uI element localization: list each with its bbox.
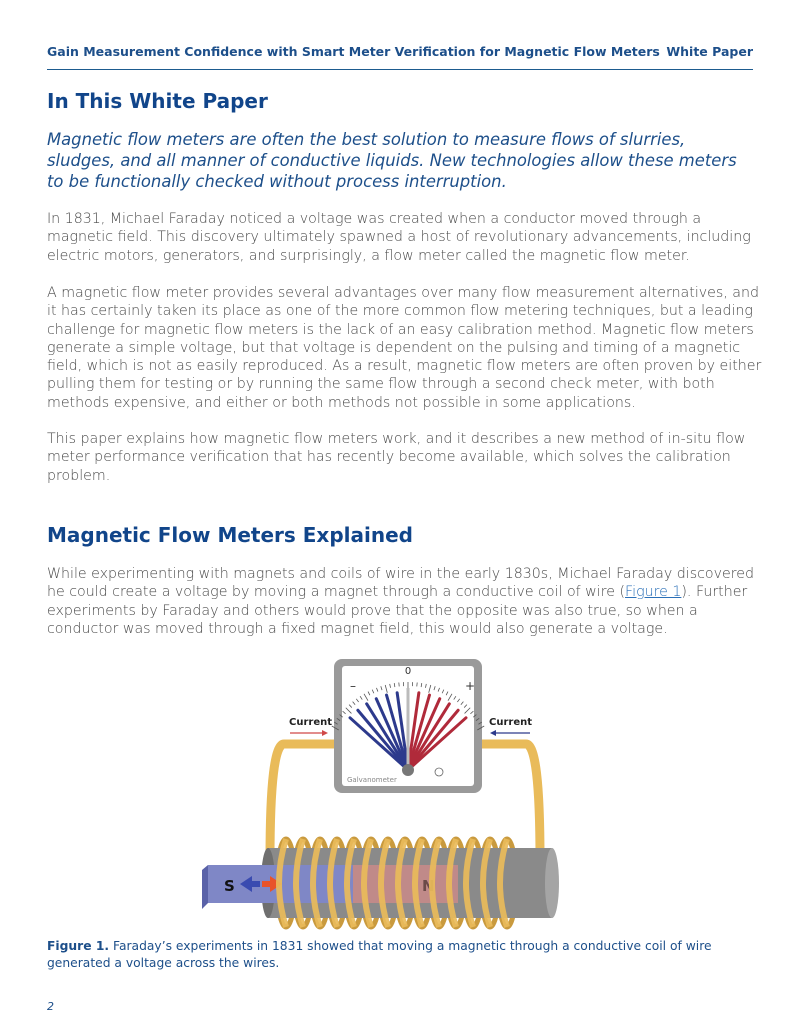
caption-text: Faraday’s experiments in 1831 showed that moving a magnetic through a conductive coil of wire generated a voltage across the wires. bbox=[47, 939, 712, 970]
faraday-diagram bbox=[200, 652, 560, 934]
page-header bbox=[47, 42, 753, 70]
paragraph-4 bbox=[47, 565, 762, 638]
magnet-edge bbox=[202, 865, 208, 909]
paragraph-4-end: ). Further experiments by Faraday and others would prove that the opposite was also true, so when a conductor was moved through a fixed magnet field, this would also generate a voltage. bbox=[47, 584, 748, 637]
current-arrowhead-right-icon bbox=[490, 730, 496, 736]
galvanometer-label: Galvanometer bbox=[347, 776, 397, 784]
current-arrowhead-left-icon bbox=[322, 730, 328, 736]
needle-pivot bbox=[402, 764, 414, 776]
magnet-north bbox=[353, 865, 458, 903]
current-left-label: Current bbox=[289, 717, 333, 728]
figure-caption bbox=[47, 938, 747, 971]
header-tag: White Paper bbox=[666, 44, 753, 59]
figure-1 bbox=[200, 652, 560, 934]
section-heading-intro: In This White Paper bbox=[47, 89, 268, 113]
plus-label: + bbox=[465, 679, 476, 693]
caption-label: Figure 1. bbox=[47, 939, 110, 953]
section-heading-explained: Magnetic Flow Meters Explained bbox=[47, 523, 413, 547]
magnet-n-label: N bbox=[422, 877, 435, 895]
page-number: 2 bbox=[47, 1000, 54, 1013]
current-right-label: Current bbox=[489, 717, 533, 728]
zero-label: 0 bbox=[404, 666, 412, 677]
figure-1-link[interactable]: Figure 1 bbox=[625, 584, 682, 601]
header-title: Gain Measurement Confidence with Smart Meter Verification for Magnetic Flow Meters bbox=[47, 44, 660, 59]
magnet-s-label: S bbox=[224, 877, 235, 895]
coil-core-end bbox=[545, 848, 559, 918]
lead-paragraph: Magnetic flow meters are often the best solution to measure flows of slurries, sludges, and all manner of conductive liquids. New technologies allow these meters to be functionally checked without process interruption. bbox=[47, 130, 737, 191]
paragraph-3: This paper explains how magnetic flow meters work, and it describes a new method of in-situ flow meter performance verification that has recently become available, which solves the calibration problem. bbox=[47, 431, 746, 484]
paragraph-1: In 1831, Michael Faraday noticed a voltage was created when a conductor moved through a magnetic field. This discovery ultimately spawned a host of revolutionary advancements, including electric motors, generators, and surprisingly, a flow meter called the magnetic flow meter. bbox=[47, 211, 751, 264]
paragraph-2: A magnetic flow meter provides several advantages over many flow measurement alternatives, and it has certainly taken its place as one of the more common flow metering techniques, but a leading challenge for magnetic flow meters is the lack of an easy calibration method. Magnetic flow meters generate a simple voltage, but that voltage is dependent on the pulsing and timing of a magnetic field, which is not as easily reproduced. As a result, magnetic flow meters are often proven by either pulling them for testing or by running the same flow through a second check meter, with both methods expensive, and either or both methods not possible in some applications. bbox=[47, 285, 762, 411]
paragraph-4-start: While experimenting with magnets and coils of wire in the early 1830s, Michael Faraday discovered he could create a voltage by moving a magnet through a conductive coil of wire ( bbox=[47, 566, 754, 601]
minus-label: – bbox=[350, 679, 356, 693]
